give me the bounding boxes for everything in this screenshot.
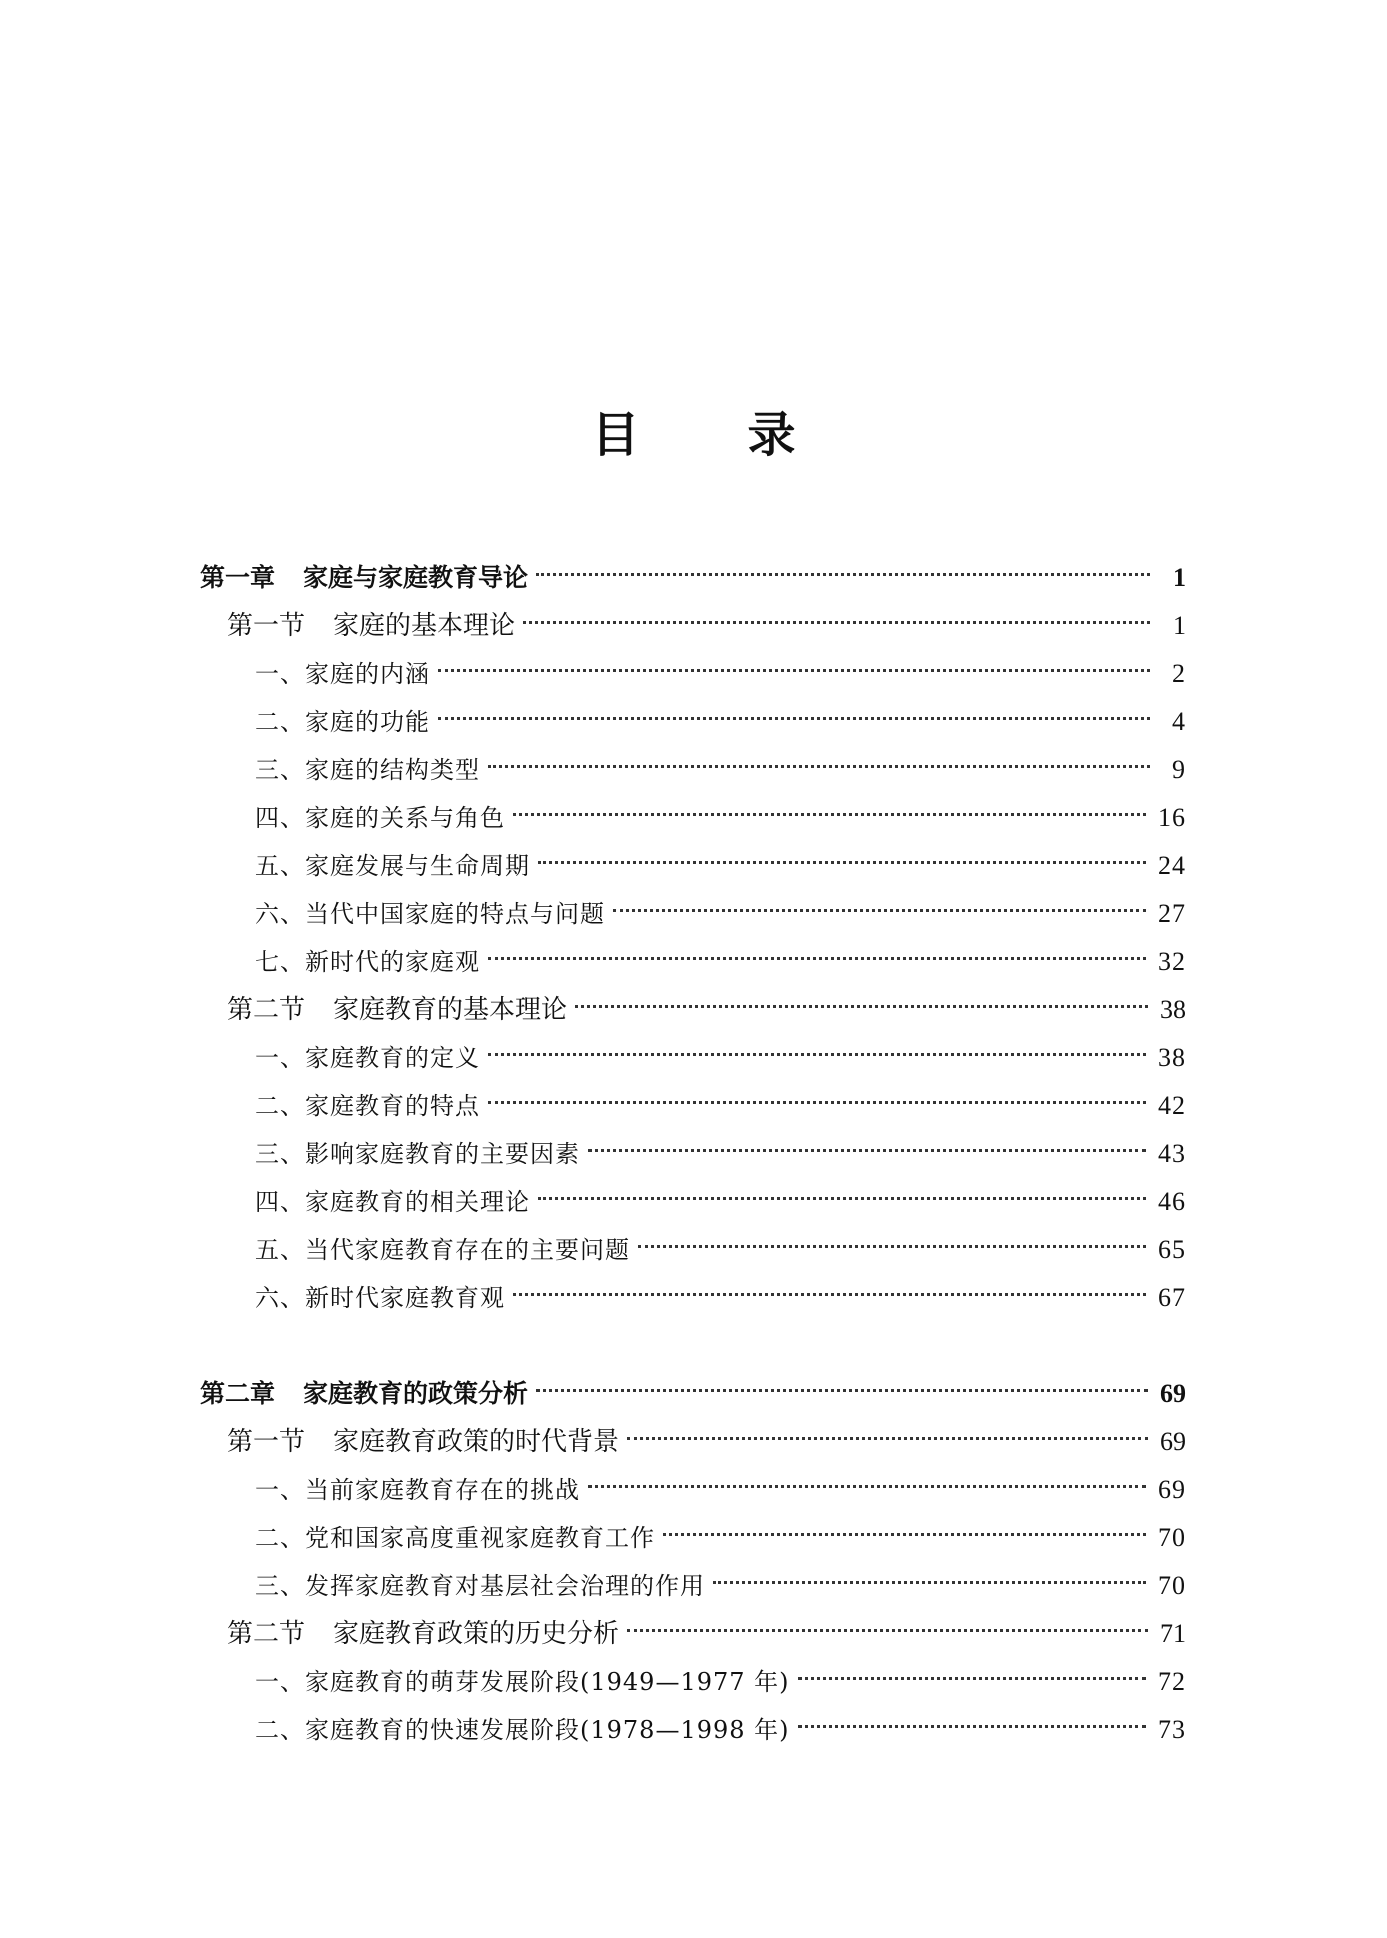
toc-item-label: 一、家庭的内涵 xyxy=(255,660,430,688)
dot-leader xyxy=(523,621,1150,624)
dot-leader xyxy=(713,1581,1146,1584)
dot-leader xyxy=(627,1437,1148,1440)
page-number: 1 xyxy=(1173,563,1186,592)
dot-leader xyxy=(513,813,1146,816)
section-title: 家庭教育的基本理论 xyxy=(333,995,568,1025)
chapter-number: 第二章 xyxy=(200,1379,276,1408)
toc-section[interactable] xyxy=(200,602,1186,650)
toc-chapter-label xyxy=(200,554,528,602)
dot-leader xyxy=(536,1389,1148,1392)
toc-item[interactable] xyxy=(200,1130,1186,1178)
dot-leader xyxy=(538,1197,1146,1200)
toc-item[interactable] xyxy=(200,1034,1186,1082)
page-number: 1 xyxy=(1173,611,1186,640)
toc-item-label: 六、新时代家庭教育观 xyxy=(255,1284,505,1312)
toc-item-label: 二、家庭教育的快速发展阶段(1978—1998 年) xyxy=(255,1716,790,1744)
toc-item-label: 六、当代中国家庭的特点与问题 xyxy=(255,900,605,928)
toc-chapter[interactable] xyxy=(200,1370,1186,1418)
page-number: 65 xyxy=(1158,1235,1186,1264)
toc-item-label: 一、家庭教育的萌芽发展阶段(1949—1977 年) xyxy=(255,1668,790,1696)
toc-section[interactable] xyxy=(200,1610,1186,1658)
toc-section-label xyxy=(227,1610,619,1658)
page-number: 70 xyxy=(1158,1523,1186,1552)
toc-item-label: 二、家庭的功能 xyxy=(255,708,430,736)
page-number: 9 xyxy=(1172,755,1186,784)
page-number: 24 xyxy=(1158,851,1186,880)
toc-section[interactable] xyxy=(200,1418,1186,1466)
page-number: 72 xyxy=(1158,1667,1186,1696)
dot-leader xyxy=(488,765,1150,768)
toc-item-label: 四、家庭教育的相关理论 xyxy=(255,1188,530,1216)
dot-leader xyxy=(488,957,1146,960)
page-number: 38 xyxy=(1160,995,1186,1024)
section-title: 家庭教育政策的时代背景 xyxy=(333,1427,620,1457)
dot-leader xyxy=(638,1245,1146,1248)
page-title xyxy=(0,405,1387,465)
page-number: 42 xyxy=(1158,1091,1186,1120)
section-number: 第一节 xyxy=(227,611,306,641)
toc-item-label: 三、家庭的结构类型 xyxy=(255,756,480,784)
section-number: 第二节 xyxy=(227,1619,306,1649)
toc-item[interactable] xyxy=(200,842,1186,890)
page-number: 2 xyxy=(1172,659,1186,688)
chapter-number: 第一章 xyxy=(200,563,276,592)
toc-item-label: 四、家庭的关系与角色 xyxy=(255,804,505,832)
toc-item[interactable] xyxy=(200,890,1186,938)
section-title: 家庭教育政策的历史分析 xyxy=(333,1619,620,1649)
dot-leader xyxy=(798,1677,1146,1680)
dot-leader xyxy=(438,717,1150,720)
chapter-title: 家庭教育的政策分析 xyxy=(303,1379,529,1408)
page-number: 69 xyxy=(1158,1475,1186,1504)
toc-section-label xyxy=(227,1418,619,1466)
page-number: 67 xyxy=(1158,1283,1186,1312)
page-number: 69 xyxy=(1160,1427,1186,1456)
toc-item[interactable] xyxy=(200,1082,1186,1130)
page-number: 70 xyxy=(1158,1571,1186,1600)
toc-item[interactable] xyxy=(200,650,1186,698)
dot-leader xyxy=(613,909,1146,912)
page-number: 32 xyxy=(1158,947,1186,976)
toc-chapter[interactable] xyxy=(200,554,1186,602)
toc-item[interactable] xyxy=(200,1706,1186,1754)
chapter-spacer xyxy=(200,1322,1186,1370)
page-number: 69 xyxy=(1160,1379,1186,1408)
toc-item[interactable] xyxy=(200,1514,1186,1562)
dot-leader xyxy=(588,1485,1146,1488)
page-number: 43 xyxy=(1158,1139,1186,1168)
toc-item[interactable] xyxy=(200,1226,1186,1274)
dot-leader xyxy=(513,1293,1146,1296)
dot-leader xyxy=(438,669,1150,672)
page-number: 4 xyxy=(1172,707,1186,736)
dot-leader xyxy=(627,1629,1148,1632)
page-number: 38 xyxy=(1158,1043,1186,1072)
dot-leader xyxy=(663,1533,1146,1536)
dot-leader xyxy=(536,573,1150,576)
page-title-char-1: 目 xyxy=(591,407,640,463)
page-title-char-2: 录 xyxy=(747,407,796,463)
dot-leader xyxy=(488,1101,1146,1104)
dot-leader xyxy=(588,1149,1146,1152)
toc-section-label xyxy=(227,602,515,650)
toc-section-label xyxy=(227,986,567,1034)
toc-section[interactable] xyxy=(200,986,1186,1034)
page-number: 16 xyxy=(1158,803,1186,832)
toc-item-label: 三、发挥家庭教育对基层社会治理的作用 xyxy=(255,1572,705,1600)
toc-item[interactable] xyxy=(200,1658,1186,1706)
toc-item[interactable] xyxy=(200,698,1186,746)
page-number: 71 xyxy=(1160,1619,1186,1648)
toc-item[interactable] xyxy=(200,1466,1186,1514)
table-of-contents xyxy=(200,554,1186,1754)
toc-item[interactable] xyxy=(200,1178,1186,1226)
page-number: 46 xyxy=(1158,1187,1186,1216)
toc-item-label: 五、当代家庭教育存在的主要问题 xyxy=(255,1236,630,1264)
chapter-title: 家庭与家庭教育导论 xyxy=(303,563,529,592)
toc-item-label: 一、当前家庭教育存在的挑战 xyxy=(255,1476,580,1504)
toc-item[interactable] xyxy=(200,794,1186,842)
page-number: 27 xyxy=(1158,899,1186,928)
toc-item[interactable] xyxy=(200,1274,1186,1322)
dot-leader xyxy=(538,861,1146,864)
section-number: 第一节 xyxy=(227,1427,306,1457)
toc-item-label: 二、党和国家高度重视家庭教育工作 xyxy=(255,1524,655,1552)
page-number: 73 xyxy=(1158,1715,1186,1744)
toc-item-label: 一、家庭教育的定义 xyxy=(255,1044,480,1072)
toc-item[interactable] xyxy=(200,938,1186,986)
toc-item-label: 二、家庭教育的特点 xyxy=(255,1092,480,1120)
section-number: 第二节 xyxy=(227,995,306,1025)
toc-item-label: 三、影响家庭教育的主要因素 xyxy=(255,1140,580,1168)
toc-item[interactable] xyxy=(200,1562,1186,1610)
dot-leader xyxy=(488,1053,1146,1056)
toc-item[interactable] xyxy=(200,746,1186,794)
toc-chapter-label xyxy=(200,1370,528,1418)
toc-item-label: 七、新时代的家庭观 xyxy=(255,948,480,976)
toc-item-label: 五、家庭发展与生命周期 xyxy=(255,852,530,880)
dot-leader xyxy=(575,1005,1148,1008)
dot-leader xyxy=(798,1725,1146,1728)
section-title: 家庭的基本理论 xyxy=(333,611,516,641)
